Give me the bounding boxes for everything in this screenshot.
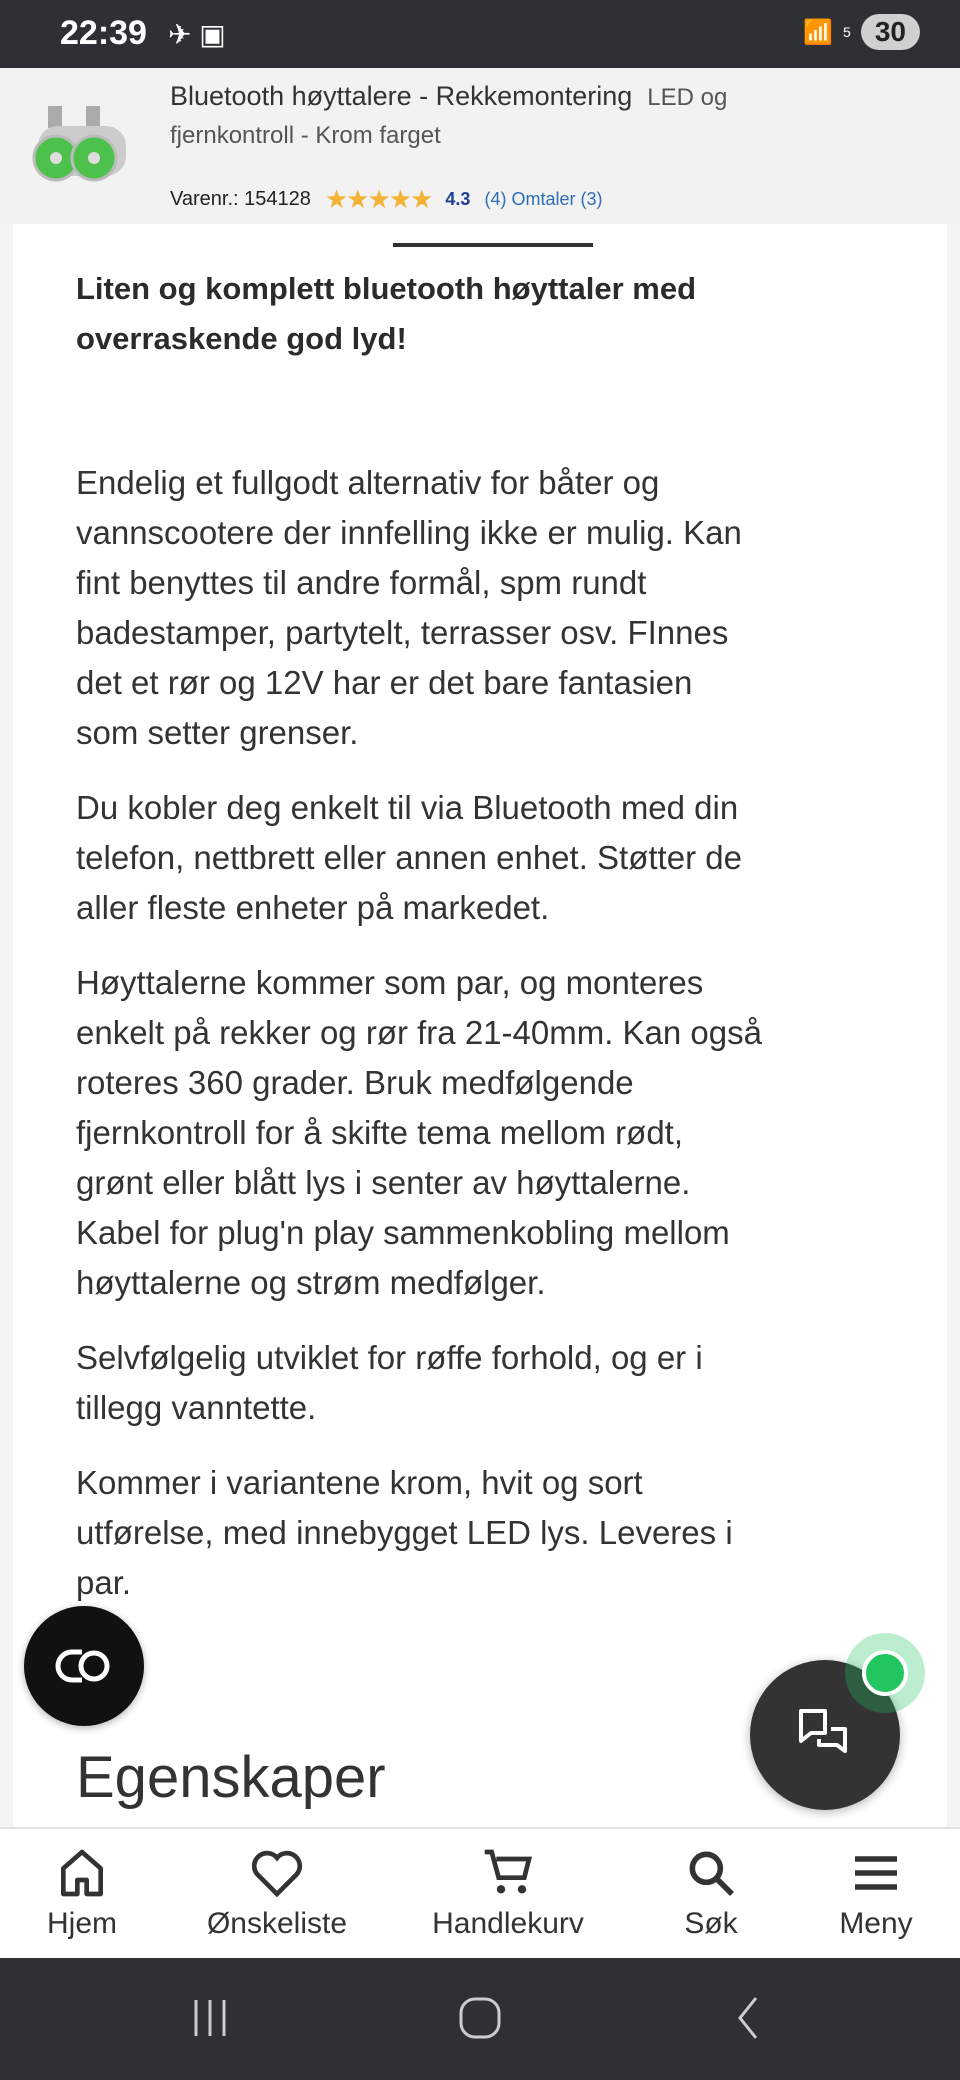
heart-icon bbox=[249, 1845, 305, 1901]
status-bar bbox=[0, 0, 960, 68]
product-image bbox=[28, 102, 140, 190]
paragraph-line: Kabel for plug'n play sammenkobling mellom bbox=[76, 1214, 730, 1251]
battery-indicator: 30 bbox=[861, 14, 920, 50]
nav-label: Ønskeliste bbox=[206, 1907, 348, 1940]
paragraph-line: høyttalerne og strøm medfølger. bbox=[76, 1264, 546, 1301]
paragraph-line: fint benyttes til andre formål, spm rundt bbox=[76, 564, 647, 601]
paragraph-line: Kommer i variantene krom, hvit og sort bbox=[76, 1464, 643, 1501]
paragraph-line: grønt eller blått lys i senter av høyttalerne. bbox=[76, 1164, 691, 1201]
nav-label: Søk bbox=[684, 1907, 738, 1940]
paragraph-line: utførelse, med innebygget LED lys. Leveres i bbox=[76, 1514, 733, 1551]
paragraph-line: tillegg vanntette. bbox=[76, 1389, 317, 1426]
back-icon[interactable] bbox=[732, 1996, 762, 2040]
paragraph-line: aller fleste enheter på markedet. bbox=[76, 889, 550, 926]
home-button-icon[interactable] bbox=[458, 1996, 502, 2040]
reviews-link[interactable]: (4) Omtaler (3) bbox=[484, 189, 603, 209]
description-heading bbox=[76, 264, 896, 364]
chat-icon bbox=[795, 1705, 855, 1765]
search-icon bbox=[683, 1845, 739, 1901]
paragraph-line: par. bbox=[76, 1564, 132, 1601]
description-paragraph bbox=[76, 1333, 916, 1433]
description-paragraph bbox=[76, 458, 916, 758]
online-indicator bbox=[862, 1650, 908, 1696]
nav-cart[interactable] bbox=[423, 1829, 593, 1941]
product-title bbox=[170, 78, 790, 154]
nav-label: Meny bbox=[839, 1907, 913, 1940]
paragraph-line: Du kobler deg enkelt til via Bluetooth med din bbox=[76, 789, 739, 826]
notification-icons: ✈ ▣ bbox=[168, 19, 226, 50]
section-title: Egenskaper bbox=[76, 1745, 386, 1810]
paragraph-line: det et rør og 12V har er det bare fantasien bbox=[76, 664, 693, 701]
sku-value: 154128 bbox=[244, 188, 311, 210]
menu-icon bbox=[848, 1845, 904, 1901]
nav-label: Handlekurv bbox=[432, 1907, 584, 1940]
home-icon bbox=[54, 1845, 110, 1901]
link-toggle-icon bbox=[52, 1646, 116, 1686]
bottom-nav bbox=[0, 1827, 960, 1958]
network-label: 5 bbox=[843, 24, 851, 40]
heading-line: overraskende god lyd! bbox=[76, 321, 407, 356]
description-paragraph bbox=[76, 958, 916, 1308]
paragraph-line: som setter grenser. bbox=[76, 714, 359, 751]
description-body bbox=[76, 458, 916, 1633]
nav-search[interactable] bbox=[626, 1829, 796, 1941]
rating-value: 4.3 bbox=[445, 189, 471, 209]
product-meta bbox=[170, 184, 602, 215]
paragraph-line: enkelt på rekker og rør fra 21-40mm. Kan også bbox=[76, 1014, 762, 1051]
paragraph-line: vannscootere der innfelling ikke er mulig. Kan bbox=[76, 514, 742, 551]
nav-label: Hjem bbox=[46, 1907, 117, 1940]
paragraph-line: Selvfølgelig utviklet for røffe forhold, og er i bbox=[76, 1339, 703, 1376]
paragraph-line: roteres 360 grader. Bruk medfølgende bbox=[76, 1064, 634, 1101]
cart-icon bbox=[480, 1845, 536, 1901]
status-time: 22:39 bbox=[60, 14, 147, 52]
status-right bbox=[803, 14, 920, 50]
recent-apps-icon[interactable] bbox=[192, 1998, 232, 2038]
paragraph-line: Høyttalerne kommer som par, og monteres bbox=[76, 964, 704, 1001]
product-variant: LED og fjernkontroll - Krom farget bbox=[170, 84, 728, 149]
paragraph-line: telefon, nettbrett eller annen enhet. Støtter de bbox=[76, 839, 742, 876]
product-name: Bluetooth høyttalere - Rekkemontering bbox=[170, 81, 633, 111]
accessibility-button[interactable] bbox=[24, 1606, 144, 1726]
paragraph-line: Endelig et fullgodt alternativ for båter og bbox=[76, 464, 660, 501]
product-header[interactable] bbox=[0, 68, 960, 224]
heading-line: Liten og komplett bluetooth høyttaler med bbox=[76, 271, 696, 306]
active-tab-indicator bbox=[393, 243, 593, 247]
description-panel bbox=[13, 224, 947, 1827]
wifi-icon: 📶 bbox=[803, 18, 834, 46]
nav-menu[interactable] bbox=[791, 1829, 960, 1941]
rating-stars: ★★★★★ bbox=[324, 184, 432, 214]
system-nav-bar bbox=[0, 1958, 960, 2080]
paragraph-line: badestamper, partytelt, terrasser osv. FInnes bbox=[76, 614, 729, 651]
paragraph-line: fjernkontroll for å skifte tema mellom rødt, bbox=[76, 1114, 684, 1151]
description-paragraph bbox=[76, 783, 916, 933]
sku-label: Varenr.: bbox=[170, 188, 239, 210]
nav-wishlist[interactable] bbox=[192, 1829, 362, 1941]
description-paragraph bbox=[76, 1458, 916, 1608]
nav-home[interactable] bbox=[0, 1829, 167, 1941]
